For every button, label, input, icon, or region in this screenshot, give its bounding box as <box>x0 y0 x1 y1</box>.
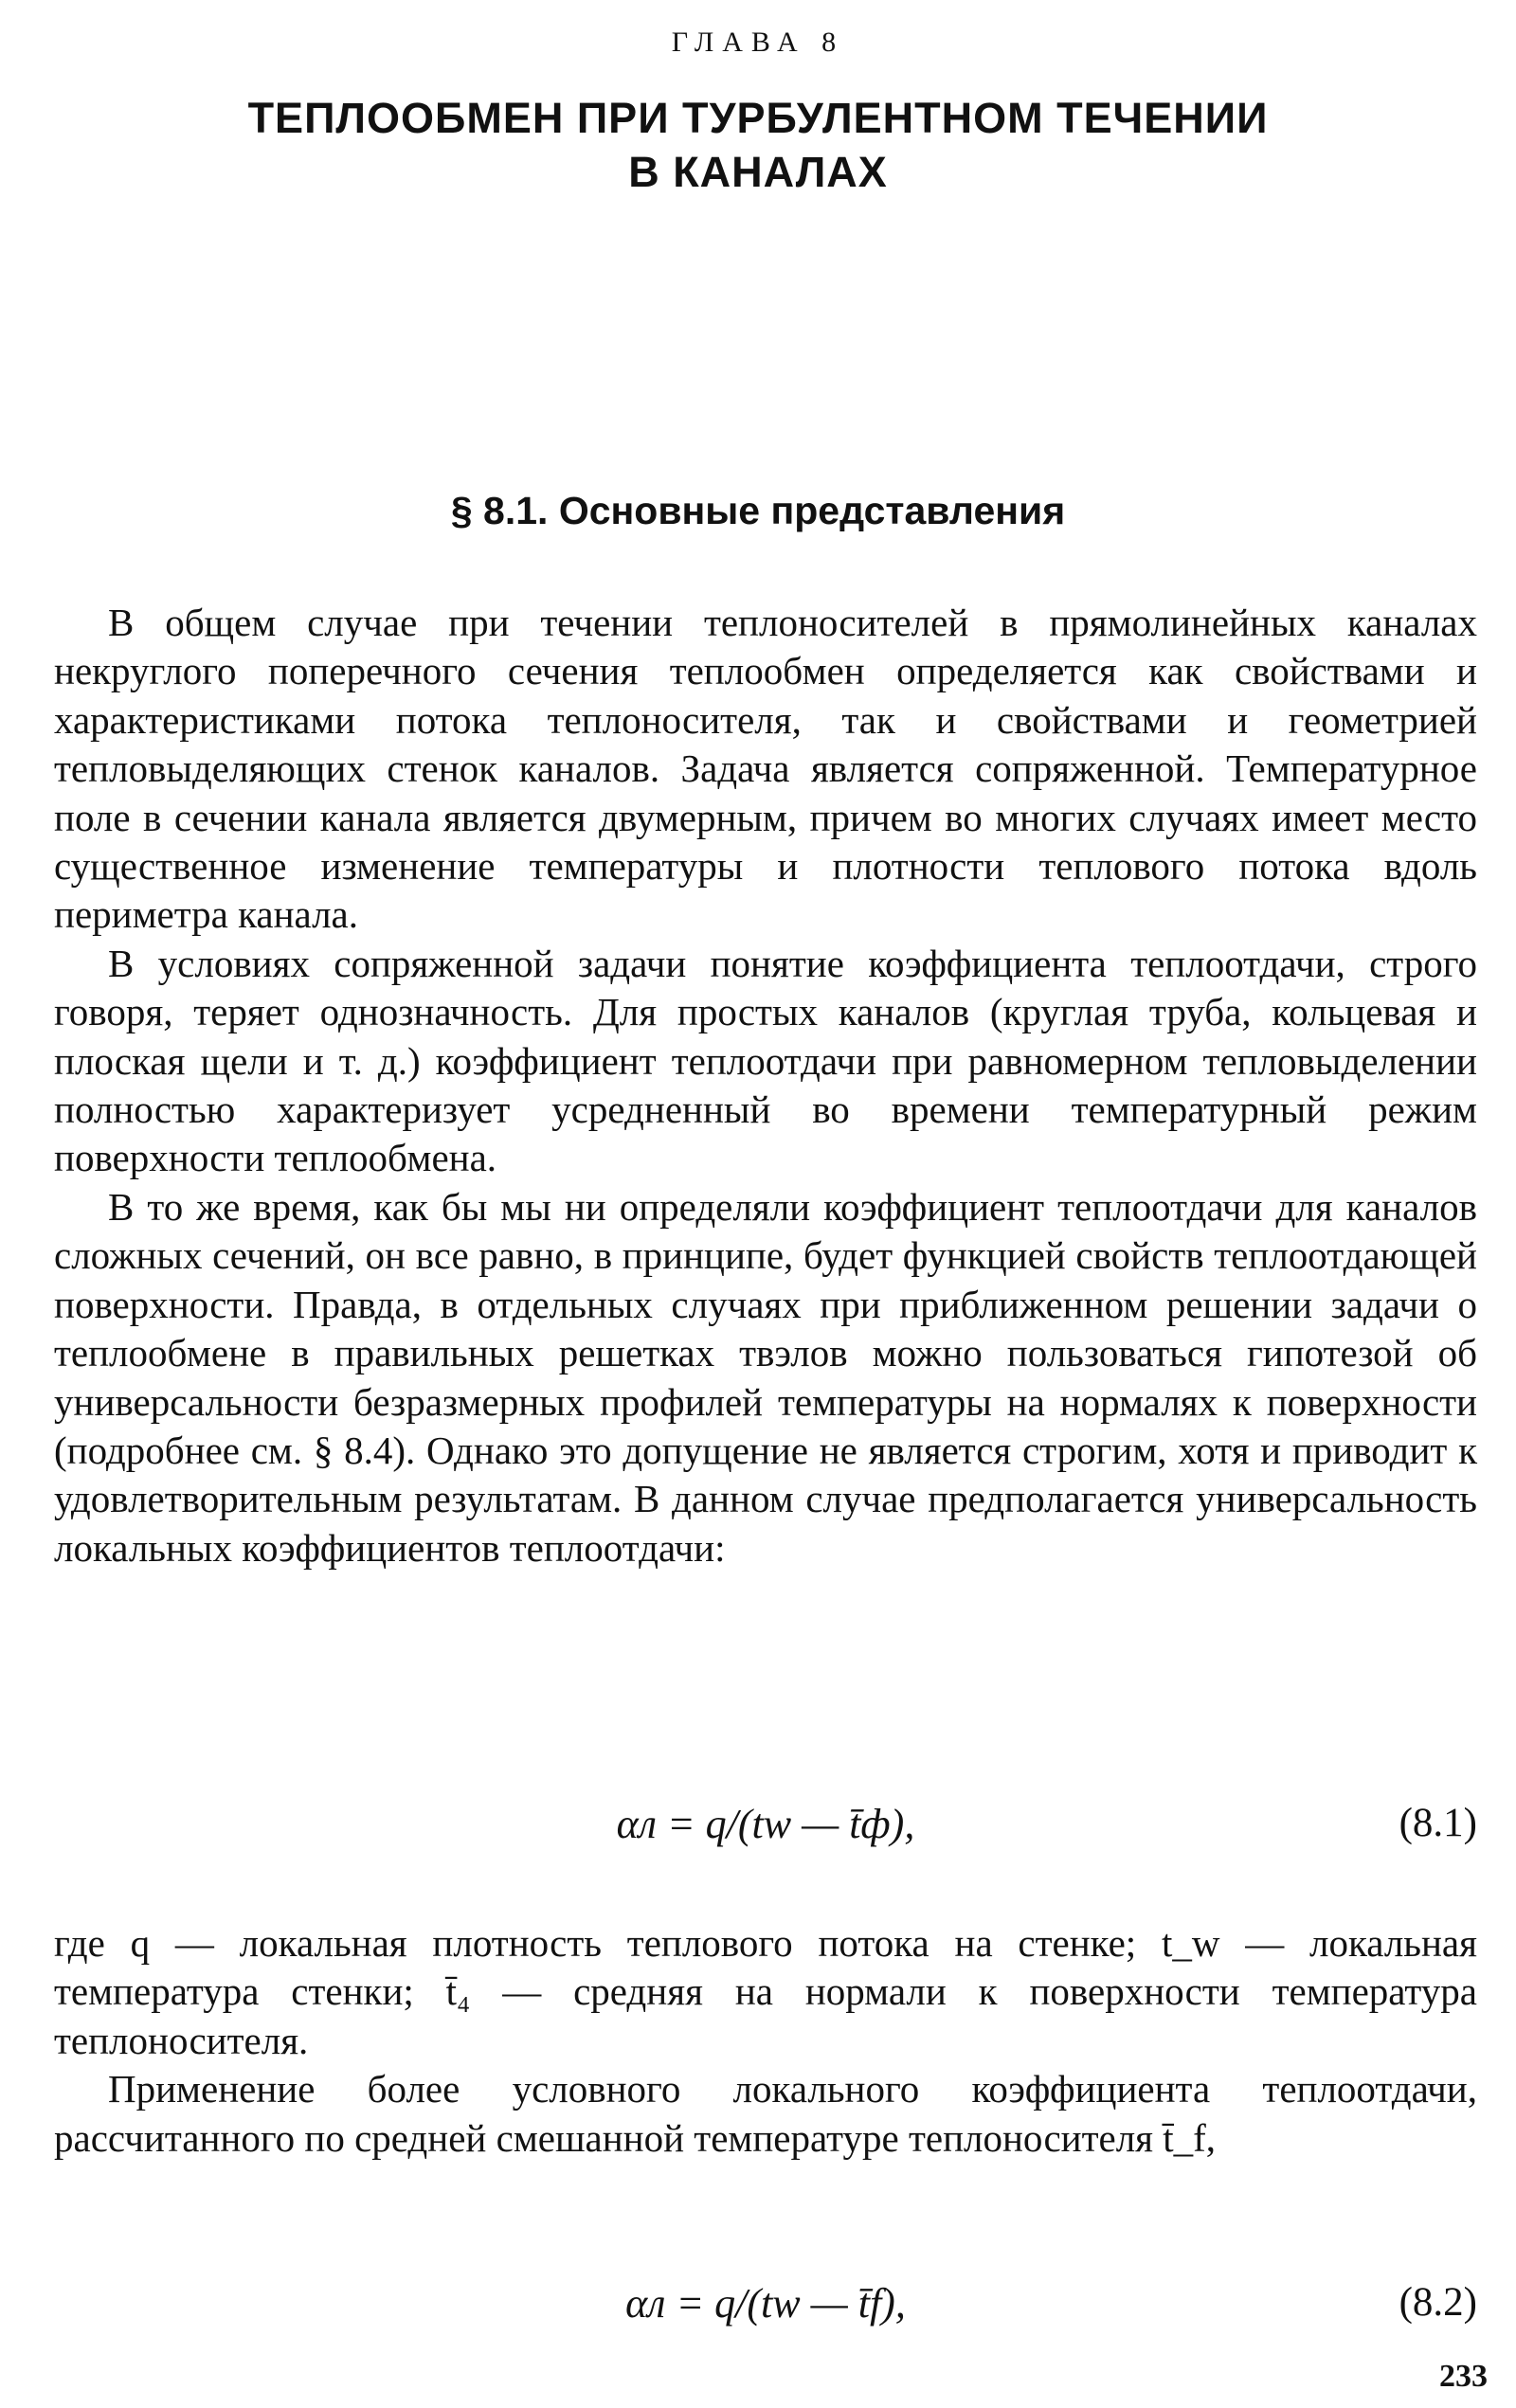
chapter-label: ГЛАВА 8 <box>671 27 845 58</box>
formula-8-1-row <box>54 1800 1477 1857</box>
chapter-title-line2: В КАНАЛАХ <box>628 148 888 196</box>
chapter-title-line1: ТЕПЛООБМЕН ПРИ ТУРБУЛЕНТНОМ ТЕЧЕНИИ <box>247 94 1269 142</box>
paragraph-3: В то же время, как бы мы ни определяли коэффициент теплоотдачи для каналов сложных сечений, он все равно, в принципе, будет функцией свойств теплоотдающей поверхности. Правда, в отдельных случаях при приближенном решении задачи о теплообмене в правильных решетках твэлов можно пользоваться гипотезой об универсальности безразмерных профилей температуры на нормалях к поверхности (подробнее см. § 8.4). Однако это допущение не является строгим, хотя и приводит к удовлетворительным результатам. В данном случае предполагается универсальность локальных коэффициентов теплоотдачи: <box>54 1184 1477 1570</box>
paragraph-4: где q — локальная плотность теплового потока на стенке; t_w — локальная температура стенки; t̄₄ — средняя на нормали к поверхности температура теплоносителя. <box>54 1921 1477 2062</box>
text-block-2 <box>54 1919 1477 2163</box>
chapter-title <box>0 91 1516 199</box>
text-block-1 <box>54 599 1477 1572</box>
formula-8-1-number: (8.1) <box>1399 1801 1477 1845</box>
formula-8-2-number: (8.2) <box>1399 2280 1477 2325</box>
section-title: § 8.1. Основные представления <box>450 489 1066 532</box>
page-number: 233 <box>1439 2359 1488 2394</box>
formula-8-2-row <box>54 2279 1477 2336</box>
formula-8-2: αл = q/(tw — t̄f), <box>625 2280 906 2327</box>
paragraph-1: В общем случае при течении теплоносителей в прямолинейных каналах некруглого поперечного сечения теплообмен определяется как свойствами и характеристиками потока теплоносителя, так и свойствами и геометрией тепловыделяющих стенок каналов. Задача является сопряженной. Температурное поле в сечении канала является двумерным, причем во многих случаях имеет место существенное изменение температуры и плотности теплового потока вдоль периметра канала. <box>54 601 1477 937</box>
paragraph-2: В условиях сопряженной задачи понятие коэффициента теплоотдачи, строго говоря, теряет однозначность. Для простых каналов (круглая труба, кольцевая и плоская щели и т. д.) коэффициент теплоотдачи при равномерном тепловыделении полностью характеризует усредненный во времени температурный режим поверхности теплообмена. <box>54 941 1477 1180</box>
formula-8-1: αл = q/(tw — t̄ф), <box>616 1801 915 1847</box>
paragraph-5: Применение более условного локального коэффициента теплоотдачи, рассчитанного по средней смешанной температуре теплоносителя t̄_f, <box>54 2067 1477 2160</box>
